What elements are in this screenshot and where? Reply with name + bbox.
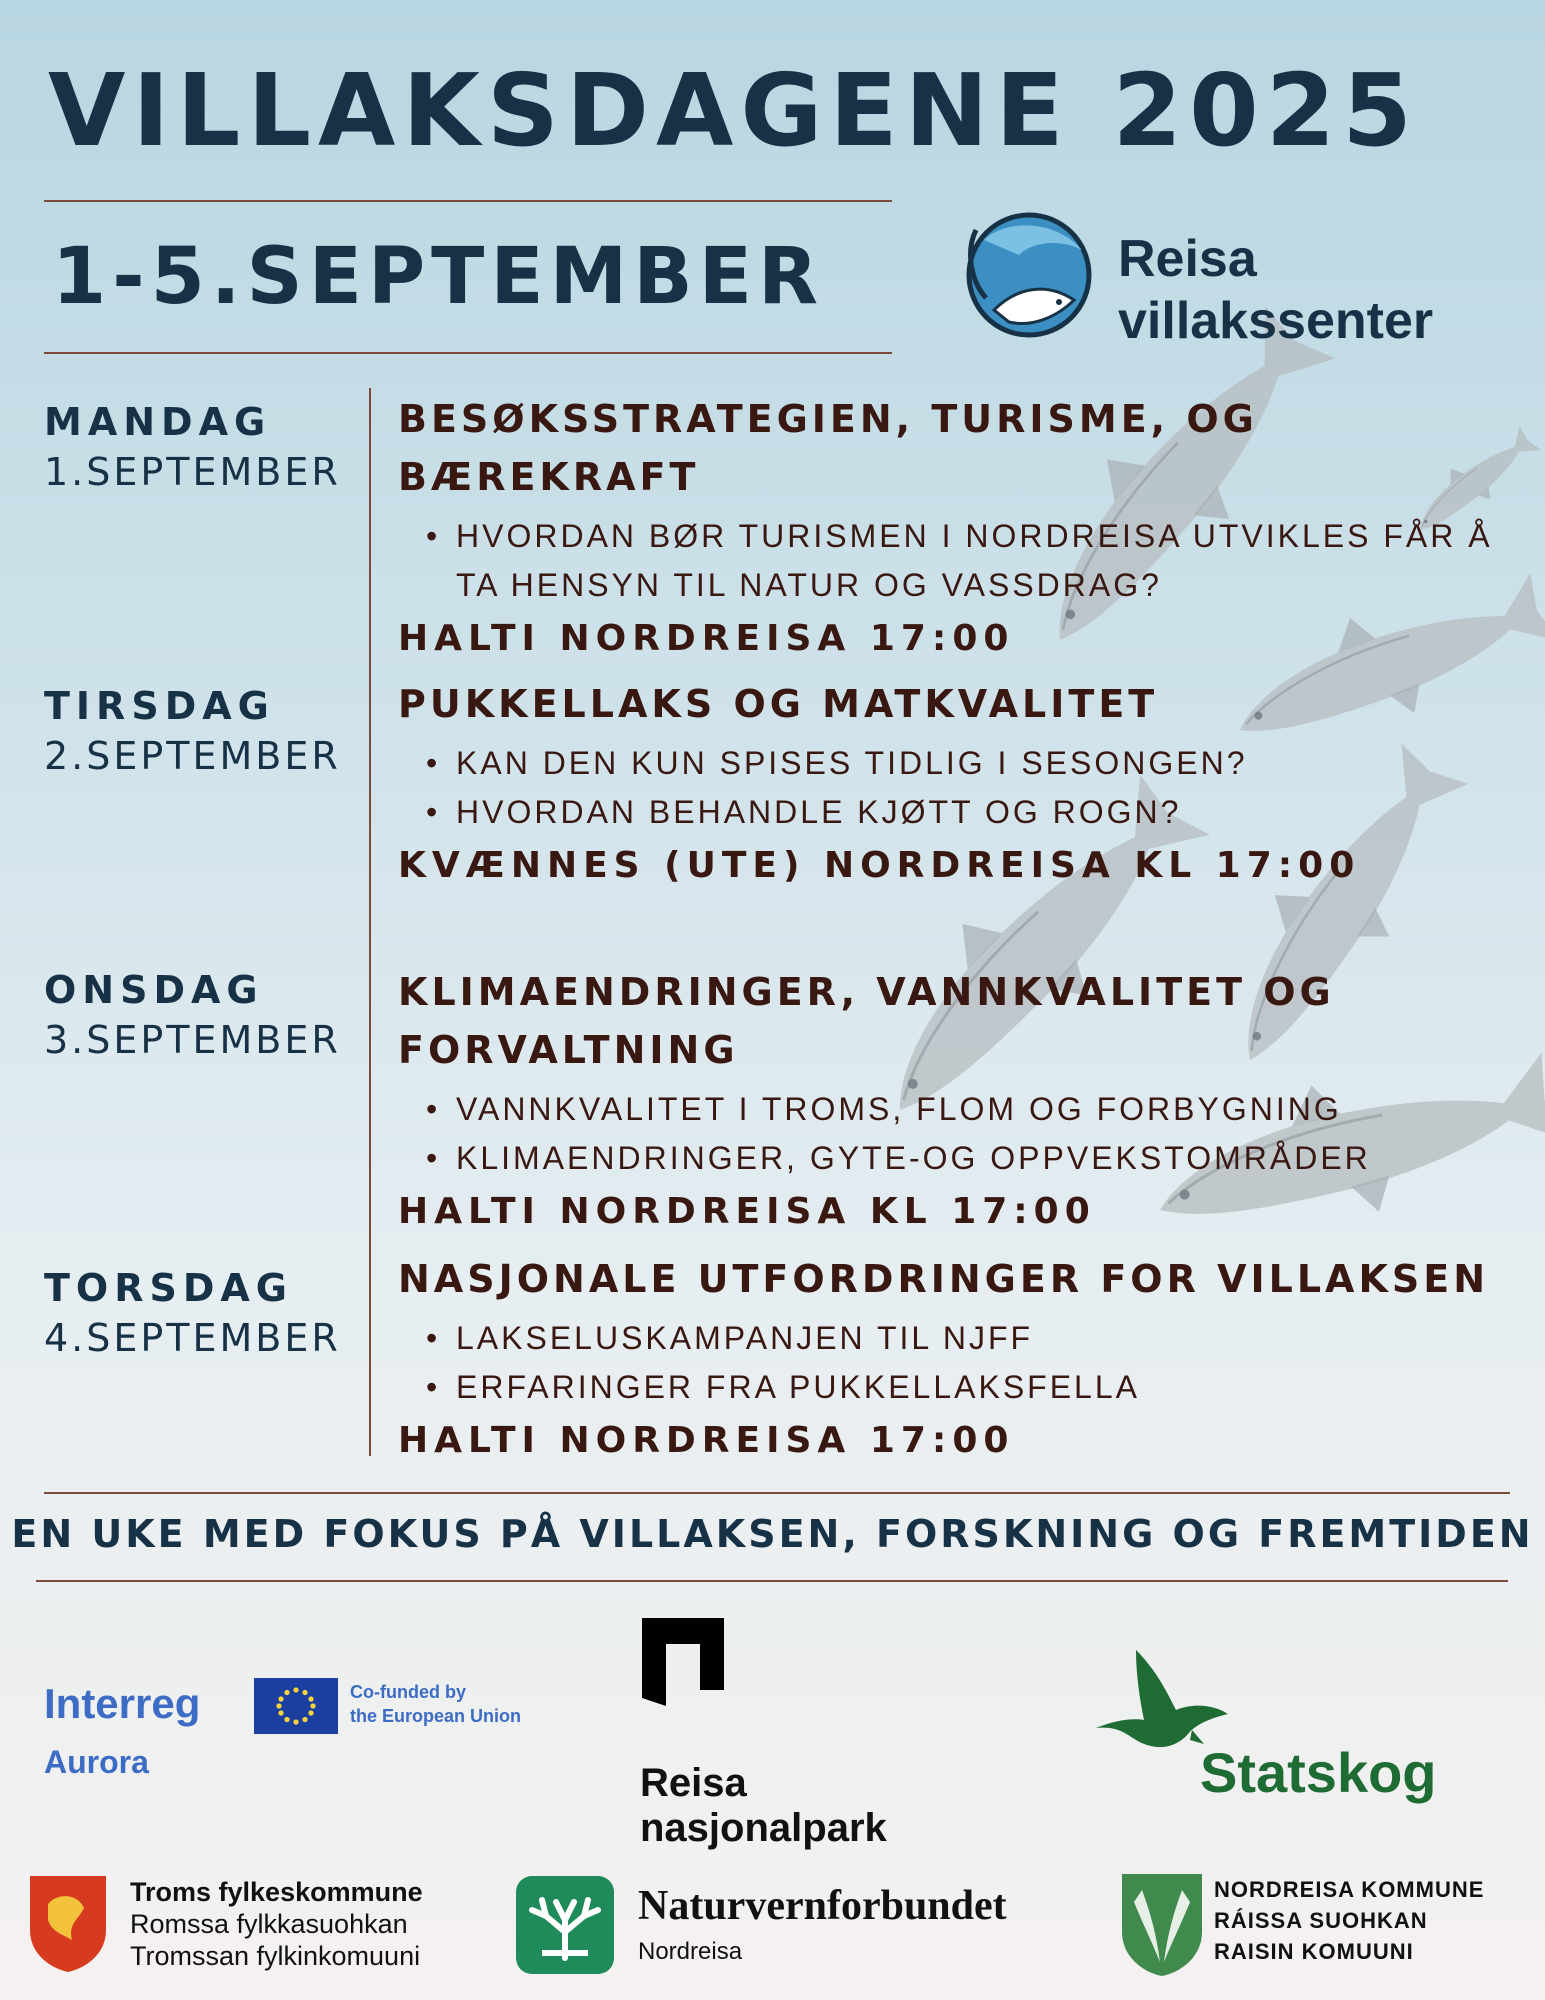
day-name: TIRSDAG [44, 684, 275, 728]
nordreisa-line3: RAISIN KOMUUNI [1214, 1939, 1414, 1964]
day-date: 4.SEPTEMBER [44, 1316, 341, 1360]
organizer-name [1118, 228, 1433, 352]
nasjonalpark-line2: nasjonalpark [640, 1806, 887, 1850]
list-item: • ERFARINGER FRA PUKKELLAKSFELLA [426, 1363, 1538, 1412]
interreg-sub: Aurora [44, 1744, 149, 1780]
troms-line1: Troms fylkeskommune [130, 1877, 423, 1907]
divider-tagline-top [44, 1492, 1510, 1494]
sponsor-reisa-nasjonalpark [640, 1618, 887, 1851]
day-label-tuesday [44, 684, 341, 778]
event-title: KLIMAENDRINGER, VANNKVALITET OG FORVALTNING [398, 970, 1335, 1072]
divider-dates [44, 352, 892, 354]
interreg-name: Interreg [44, 1680, 201, 1727]
bullet-text: ERFARINGER FRA PUKKELLAKSFELLA [456, 1369, 1140, 1405]
day-label-wednesday [44, 968, 341, 1062]
bullet-text: KAN DEN KUN SPISES TIDLIG I SESONGEN? [456, 745, 1248, 781]
eu-line2: the European Union [350, 1706, 521, 1726]
organizer-line2: villakssenter [1118, 292, 1434, 350]
event-place: HALTI NORDREISA 17:00 [398, 618, 1015, 659]
bullet-text: HVORDAN BEHANDLE KJØTT OG ROGN? [456, 794, 1182, 830]
day-date: 3.SEPTEMBER [44, 1018, 341, 1062]
nordreisa-coat-of-arms-icon [1120, 1872, 1204, 1983]
day-name: MANDAG [44, 400, 272, 444]
event-wednesday [398, 963, 1538, 1232]
naturvern-sub: Nordreisa [638, 1938, 743, 1965]
event-place: HALTI NORDREISA KL 17:00 [398, 1191, 1096, 1232]
event-bullets [426, 512, 1538, 610]
sponsor-troms [130, 1876, 423, 1972]
event-title: BESØKSSTRATEGIEN, TURISME, OG BÆREKRAFT [398, 397, 1258, 499]
sponsor-naturvernforbundet [638, 1882, 1007, 1966]
list-item: • HVORDAN BEHANDLE KJØTT OG ROGN? [426, 788, 1538, 837]
tagline: EN UKE MED FOKUS PÅ VILLAKSEN, FORSKNING OG FREMTIDEN [11, 1512, 1534, 1556]
page-title: VILLAKSDAGENE 2025 [48, 52, 1419, 169]
event-thursday [398, 1250, 1538, 1461]
event-tuesday [398, 675, 1538, 886]
event-place: HALTI NORDREISA 17:00 [398, 1420, 1015, 1461]
sponsor-nordreisa [1214, 1874, 1484, 1967]
day-date: 2.SEPTEMBER [44, 734, 341, 778]
reisa-villakssenter-logo [964, 210, 1094, 340]
nordreisa-line1: NORDREISA KOMMUNE [1214, 1877, 1485, 1902]
event-bullets [426, 1085, 1538, 1183]
sponsor-interreg [44, 1680, 200, 1781]
eu-line1: Co-funded by [350, 1682, 466, 1702]
nordreisa-line2: RÁISSA SUOHKAN [1214, 1908, 1428, 1933]
list-item: • HVORDAN BØR TURISMEN I NORDREISA UTVIKLES FÅR Å TA HENSYN TIL NATUR OG VASSDRAG? [426, 512, 1538, 610]
organizer-line1: Reisa [1118, 230, 1257, 288]
divider-tagline-bottom [36, 1580, 1508, 1582]
bullet-text: HVORDAN BØR TURISMEN I NORDREISA UTVIKLES FÅR Å TA HENSYN TIL NATUR OG VASSDRAG? [456, 518, 1493, 603]
naturvern-name: Naturvernforbundet [638, 1883, 1007, 1929]
event-bullets [426, 739, 1538, 837]
troms-line2: Romssa fylkkasuohkan [130, 1909, 408, 1939]
sponsor-statskog [1096, 1640, 1437, 1804]
timeline-divider [369, 388, 371, 1456]
list-item: • KLIMAENDRINGER, GYTE-OG OPPVEKSTOMRÅDER [426, 1134, 1538, 1183]
list-item: • VANNKVALITET I TROMS, FLOM OG FORBYGNING [426, 1085, 1538, 1134]
bullet-text: KLIMAENDRINGER, GYTE-OG OPPVEKSTOMRÅDER [456, 1140, 1371, 1176]
event-bullets [426, 1314, 1538, 1412]
divider-top [44, 200, 892, 202]
event-dates: 1-5.SEPTEMBER [52, 232, 825, 322]
eu-flag-icon [254, 1678, 338, 1734]
event-title: PUKKELLAKS OG MATKVALITET [398, 682, 1159, 726]
event-title: NASJONALE UTFORDRINGER FOR VILLAKSEN [398, 1257, 1490, 1301]
bullet-text: VANNKVALITET I TROMS, FLOM OG FORBYGNING [456, 1091, 1342, 1127]
day-label-monday [44, 400, 341, 494]
statskog-name: Statskog [1200, 1741, 1437, 1804]
list-item: • KAN DEN KUN SPISES TIDLIG I SESONGEN? [426, 739, 1538, 788]
eu-cofunded-text [350, 1680, 521, 1728]
troms-coat-of-arms-icon [28, 1874, 108, 1979]
day-label-thursday [44, 1266, 341, 1360]
bullet-text: LAKSELUSKAMPANJEN TIL NJFF [456, 1320, 1034, 1356]
naturvern-logo-icon [516, 1876, 614, 1974]
nasjonalpark-line1: Reisa [640, 1761, 747, 1805]
event-monday [398, 390, 1538, 659]
troms-line3: Tromssan fylkinkomuuni [130, 1941, 421, 1971]
day-name: ONSDAG [44, 968, 264, 1012]
salmon-logo-icon [964, 210, 1094, 340]
day-name: TORSDAG [44, 1266, 293, 1310]
nasjonalpark-icon [640, 1618, 726, 1710]
event-place: KVÆNNES (UTE) NORDREISA KL 17:00 [398, 845, 1361, 886]
list-item: • LAKSELUSKAMPANJEN TIL NJFF [426, 1314, 1538, 1363]
day-date: 1.SEPTEMBER [44, 450, 341, 494]
